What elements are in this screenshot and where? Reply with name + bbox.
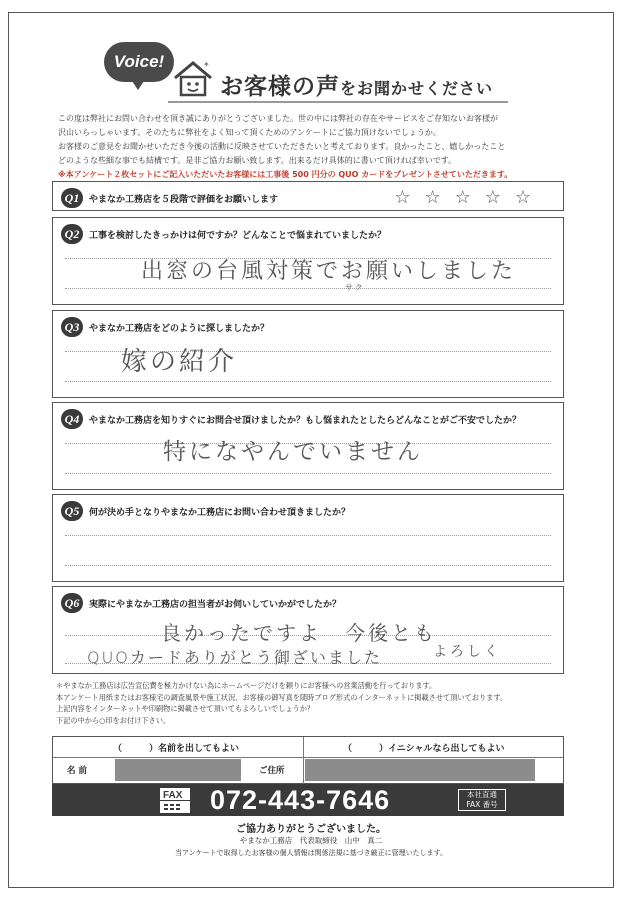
answer-line [65,381,551,382]
permission-box [52,736,564,784]
question-q4 [52,402,564,490]
privacy-text: 当アンケートで取得したお客様の個人情報は関係法規に基づき厳正に管理いたします。 [174,849,448,857]
q4-badge: Q4 [61,409,83,429]
question-q2 [52,217,564,305]
question-q3 [52,310,564,398]
name-redaction [115,759,241,781]
q4-text: やまなか工務店を知りすぐにお問合せ頂けましたか？もし悩まれたとしたらどんなことがご不安でしたか？ [89,415,522,426]
q6-badge: Q6 [61,593,83,613]
fax-bar [52,784,564,816]
name-label: 名 前 [67,766,87,776]
q6-text: 実際にやまなか工務店の担当者がお伺いしていかがでしたか？ [89,599,342,610]
q2-badge: Q2 [61,224,83,244]
question-q5 [52,494,564,582]
q4-answer: 特になやんでいません [163,439,423,465]
q6-answer-2: QUOカードありがとう御ざいました [87,648,382,667]
q6-answer-3: よろしく [433,644,501,660]
name-option[interactable]: （ ）名前を出してもよい [113,743,240,754]
rating-stars[interactable]: ☆☆☆☆☆ [394,187,545,208]
q3-answer: 嫁の紹介 [121,347,238,377]
answer-line [65,535,551,536]
thanks-text: ご協力ありがとうございました。 [236,824,386,835]
question-q1 [52,181,564,211]
fax-note: 本社直通 FAX 番号 [458,789,506,811]
question-q6 [52,586,564,674]
page-title: お客様の声をお聞かせください [220,74,494,100]
initial-option[interactable]: （ ）イニシャルなら出してもよい [343,743,505,754]
signature-text: やまなか工務店 代表取締役 山中 真二 [239,836,383,845]
q5-badge: Q5 [61,501,83,521]
q2-text: 工事を検討したきっかけは何ですか？どんなことで悩まれていましたか？ [89,230,387,241]
fax-icon [158,786,198,814]
q3-text: やまなか工務店をどのように探しましたか？ [89,323,270,334]
permission-divider [303,737,304,785]
q2-answer: 出窓の台風対策でお願いしました [141,259,517,284]
q1-text: やまなか工務店を５段階で評価をお願いします [89,194,279,205]
q2-answer-ruby: サク [345,283,365,292]
campaign-note: ※本アンケート２枚セットにご記入いただいたお客様には工事後 500 円分の QUO カードをプレゼントさせていただきます。 [58,170,513,179]
q1-badge: Q1 [61,188,83,208]
answer-line [65,565,551,566]
svg-text:✦: ✦ [203,60,210,69]
q6-answer: 良かったですよ 今後とも [161,621,437,645]
notes-text: ＊やまなか工務店は広告宣伝費を極力かけない為にホームページだけを頼りにお客様への営業活動を行っております。 本アンケート用紙またはお客様宅の調査風景や施工状況、お客様の御写真を随時ブログ形式のインターネットに掲載させて頂いております。 上記内容をインターネットや印刷物に掲載させて頂いてもよろしいでしょうか？ 下記の中から○印をお付け下さい。 [56,681,508,725]
title-underline [168,101,508,103]
voice-badge: Voice! [104,42,174,82]
fax-number: 072-443-7646 [210,785,391,815]
answer-line [65,288,551,289]
svg-text:FAX: FAX [163,790,183,801]
answer-line [65,473,551,474]
house-icon [172,58,214,100]
q5-text: 何が決め手となりやまなか工務店にお問い合わせ頂きましたか？ [89,507,351,518]
address-redaction [305,759,535,781]
address-label: ご住所 [259,766,285,776]
speech-tail [130,78,146,90]
intro-text: この度は弊社にお問い合わせを頂き誠にありがとうございました。世の中には弊社の存在やサービスをご存知ないお客様が 沢山いらっしゃいます。そのたちに弊社をよく知って頂くためのアンケートにご協力頂けないでしょうか。 お客様のご意見をお聞かせいただき今後の活動に反映させていただきたいと考えております。良かったこと、嬉しかったこと どのような些細な事でも結構です。是非ご協力お願い致します。出来るだけ具体的に書いて頂ければ幸いです。 ※本アンケート２枚セットにご記入いただいたお客様には工事後 500 円分の QUO カードをプレゼントさせていただきます。 [58,112,578,182]
q3-badge: Q3 [61,317,83,337]
